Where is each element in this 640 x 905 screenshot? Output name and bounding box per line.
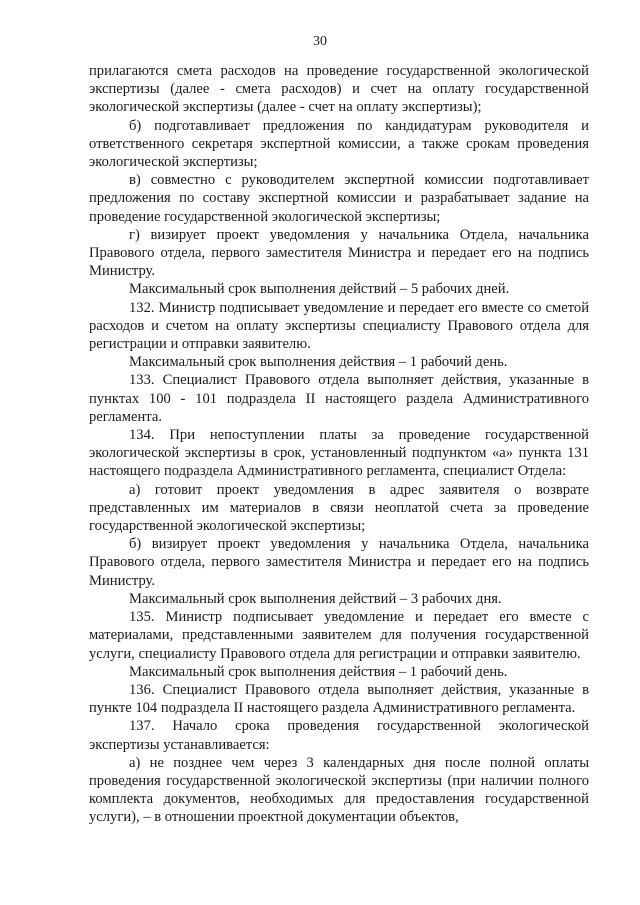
page-number: 30: [313, 34, 327, 49]
paragraph-134-item-b: б) визирует проект уведомления у начальника Отдела, начальника Правового отдела, первого заместителя Министра и передает его на подпись Министру.: [89, 536, 589, 589]
paragraph-deadline: Максимальный срок выполнения действия – 1 рабочий день.: [129, 354, 508, 371]
paragraph-135: 135. Министр подписывает уведомление и передает его вместе с материалами, представленными заявителем для получения государственной услуги, специалисту Правового отдела для регистрации и отправки заявителю.: [89, 609, 589, 662]
paragraph-deadline: Максимальный срок выполнения действия – 1 рабочий день.: [129, 663, 508, 680]
paragraph-134-item-a: а) готовит проект уведомления в адрес заявителя о возврате представленных им материалов в связи неоплатой счета за проведение государственной экологической экспертизы;: [89, 481, 589, 535]
paragraph-deadline: Максимальный срок выполнения действий – 5 рабочих дней.: [129, 281, 510, 298]
paragraph-137: 137. Начало срока проведения государственной экологической экспертизы устанавливается:: [89, 718, 589, 753]
paragraph-deadline: Максимальный срок выполнения действий – 3 рабочих дня.: [129, 590, 502, 607]
paragraph-134: 134. При непоступлении платы за проведение государственной экологической экспертизы в срок, установленный подпунктом «а» пункта 131 настоящего подраздела Административного регламента, специалист Отдела:: [89, 427, 589, 480]
paragraph-136: 136. Специалист Правового отдела выполняет действия, указанные в пункте 104 подраздела II настоящего раздела Административного регламента.: [89, 681, 589, 717]
document-body: [89, 62, 589, 827]
paragraph-item-b: б) подготавливает предложения по кандидатурам руководителя и ответственного секретаря экспертной комиссии, а также срокам проведения экологической экспертизы;: [89, 117, 589, 171]
paragraph-item-v: в) совместно с руководителем экспертной комиссии подготавливает предложения по составу экспертной комиссии и разрабатывает задание на проведение государственной экологической экспертизы;: [89, 172, 589, 225]
paragraph-continuation: прилагаются смета расходов на проведение государственной экологической экспертизы (далее - смета расходов) и счет на оплату государственной экологической экспертизы (далее - счет на оплату экспертизы);: [89, 63, 589, 116]
paragraph-133: 133. Специалист Правового отдела выполняет действия, указанные в пунктах 100 - 101 подраздела II настоящего раздела Административного регламента.: [89, 372, 589, 425]
paragraph-132: 132. Министр подписывает уведомление и передает его вместе со сметой расходов и счетом на оплату экспертизы специалисту Правового отдела для регистрации и отправки заявителю.: [89, 299, 589, 353]
paragraph-137-item-a: а) не позднее чем через 3 календарных дня после полной оплаты проведения государственной экологической экспертизы (при наличии полного комплекта документов, необходимых для предоставления государственной услуги), – в отношении проектной документации объектов,: [89, 754, 589, 826]
paragraph-item-g: г) визирует проект уведомления у начальника Отдела, начальника Правового отдела, первого заместителя Министра и передает его на подпись Министру.: [89, 226, 589, 280]
